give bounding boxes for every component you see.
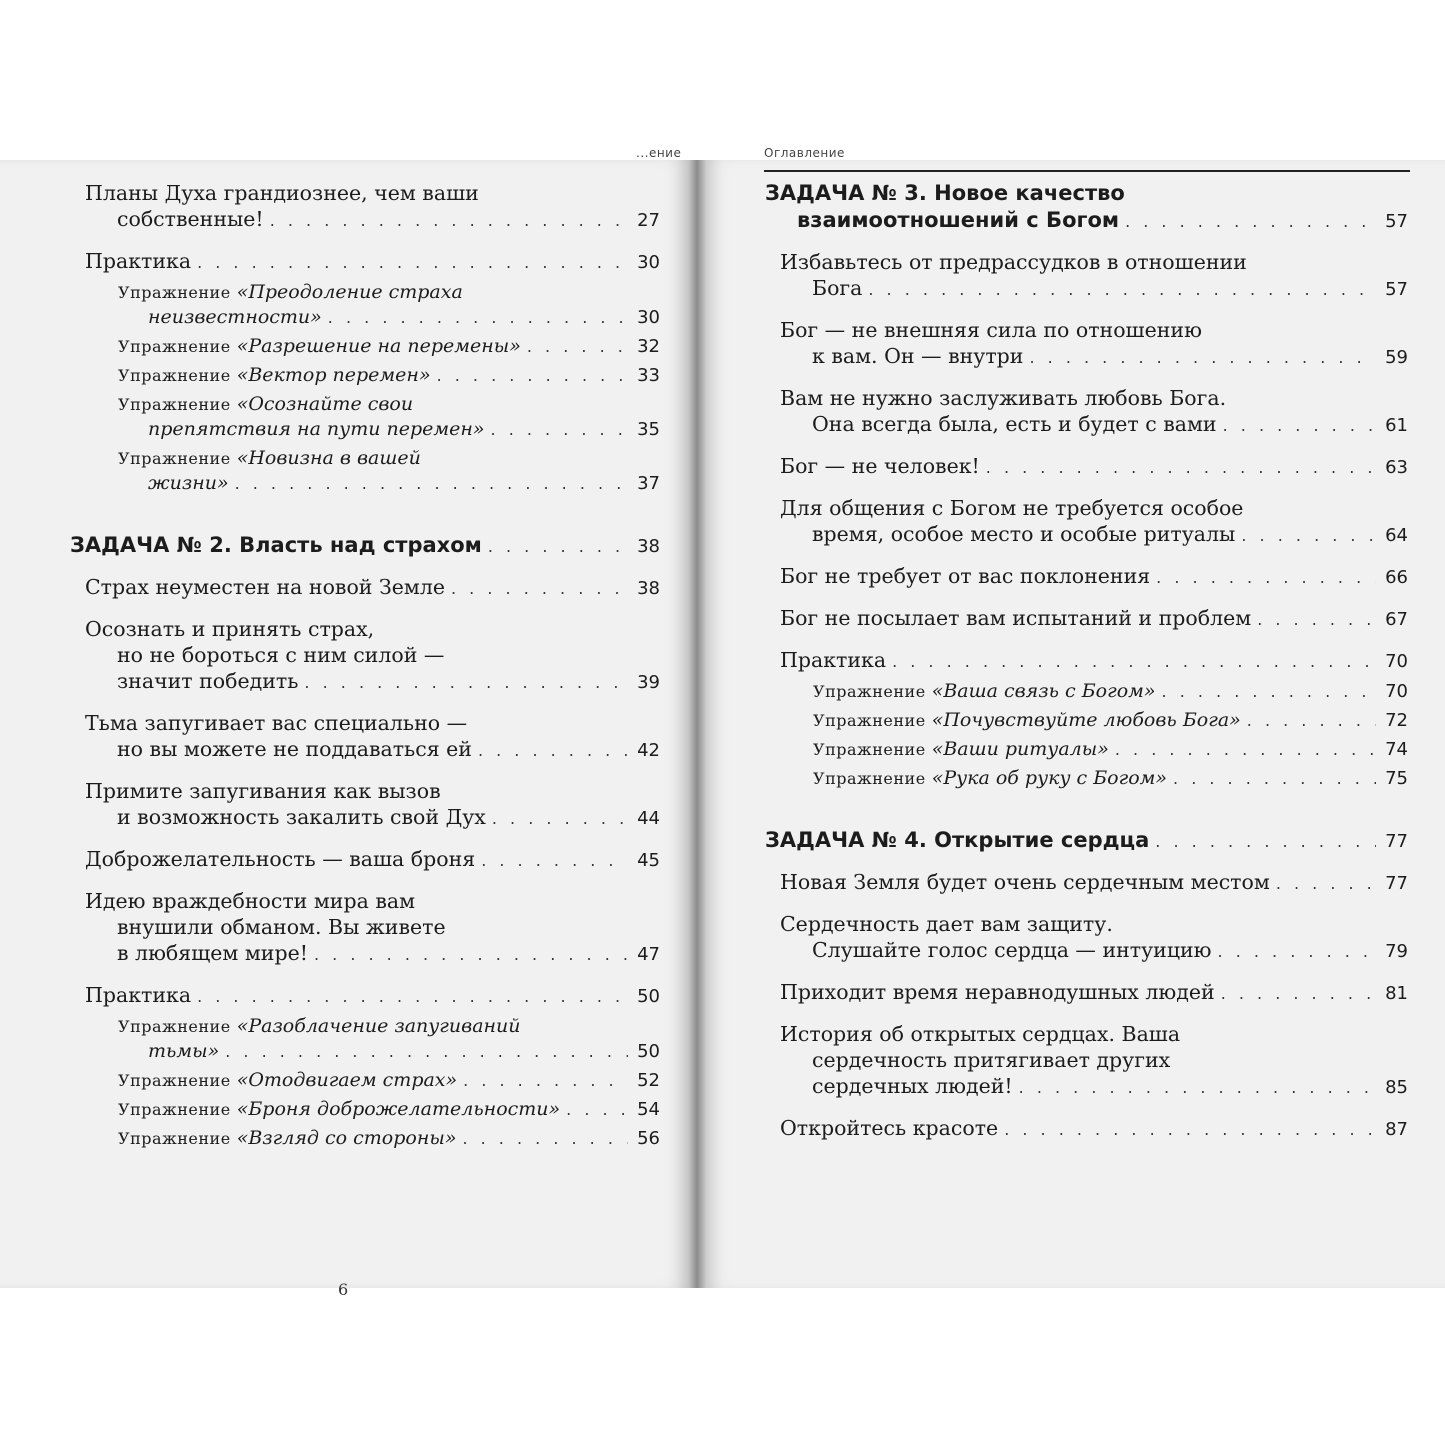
toc-page-number: 85 [1385, 1077, 1408, 1098]
right-running-header: Оглавление [764, 146, 845, 160]
exercise-label: Упражнение [813, 769, 926, 788]
toc-section-entry [70, 616, 660, 696]
dot-leader [1241, 523, 1376, 549]
exercise-label: Упражнение [813, 711, 926, 730]
toc-entry-text: ЗАДАЧА № 3. Новое качество [765, 181, 1125, 205]
dot-leader [1019, 1075, 1376, 1101]
toc-page-number: 38 [637, 536, 660, 557]
toc-section-entry [765, 563, 1408, 591]
dot-leader [1156, 565, 1376, 591]
dot-leader [270, 208, 628, 234]
dot-leader [235, 472, 628, 496]
toc-page-number: 70 [1385, 681, 1408, 702]
toc-page-number: 37 [637, 473, 660, 494]
toc-entry-text: но не бороться с ним силой — [117, 643, 445, 667]
toc-exercise-entry [765, 766, 1408, 791]
exercise-label: Упражнение [118, 395, 231, 414]
toc-page-number: 70 [1385, 651, 1408, 672]
toc-entry-text: Откройтесь красоте [780, 1116, 999, 1140]
toc-page-number: 39 [637, 672, 660, 693]
dot-leader [314, 942, 628, 968]
toc-page-number: 75 [1385, 768, 1408, 789]
left-page-number: 6 [338, 1280, 349, 1299]
toc-entry-text: сердечных людей! [812, 1074, 1013, 1098]
toc-entry-text: Приходит время неравнодушных людей [780, 980, 1215, 1004]
toc-chapter-heading [765, 827, 1408, 855]
toc-entry-text: Бог — не внешняя сила по отношению [780, 318, 1202, 342]
toc-entry-text: «Новизна в вашей [236, 447, 421, 469]
toc-entry-text: препятствия на пути перемен» [148, 418, 485, 440]
toc-entry-text: Бог не посылает вам испытаний и проблем [780, 606, 1252, 630]
toc-entry-text: Практика [85, 983, 192, 1007]
toc-entry-text: Сердечность дает вам защиту. [780, 912, 1113, 936]
dot-leader [463, 1069, 628, 1093]
toc-entry-text: ЗАДАЧА № 2. Власть над страхом [70, 533, 482, 557]
toc-section-entry [70, 888, 660, 968]
toc-page-number: 42 [637, 740, 660, 761]
dot-leader [197, 250, 628, 276]
toc-entry-text: Доброжелательность — ваша броня [85, 847, 476, 871]
toc-page-number: 30 [637, 307, 660, 328]
toc-section-entry [765, 605, 1408, 633]
dot-leader [892, 649, 1376, 675]
toc-exercise-entry [70, 334, 660, 359]
toc-page-number: 66 [1385, 567, 1408, 588]
dot-leader [1257, 607, 1376, 633]
toc-page-number: 38 [637, 578, 660, 599]
dot-leader [1004, 1117, 1376, 1143]
dot-leader [1221, 981, 1376, 1007]
toc-section-entry [70, 180, 660, 234]
toc-page-number: 61 [1385, 415, 1408, 436]
toc-page-number: 33 [637, 365, 660, 386]
toc-section-entry [765, 495, 1408, 549]
toc-section-entry [70, 778, 660, 832]
exercise-label: Упражнение [118, 1129, 231, 1148]
dot-leader [1155, 828, 1376, 855]
toc-entry-text: История об открытых сердцах. Ваша [780, 1022, 1181, 1046]
toc-exercise-entry [70, 1097, 660, 1122]
toc-entry-text: значит победить [117, 669, 299, 693]
exercise-label: Упражнение [118, 1071, 231, 1090]
dot-leader [225, 1040, 628, 1064]
toc-section-entry [765, 317, 1408, 371]
toc-left-column [70, 180, 660, 1151]
toc-entry-text: Тьма запугивает вас специально — [85, 711, 468, 735]
toc-entry-text: «Рука об руку с Богом» [931, 767, 1168, 789]
dot-leader [328, 306, 628, 330]
dot-leader [1276, 871, 1376, 897]
toc-chapter-heading [70, 532, 660, 560]
dot-leader [451, 576, 628, 602]
toc-page-number: 57 [1385, 211, 1408, 232]
toc-section-entry [765, 647, 1408, 675]
toc-entry-text: «Преодоление страха [236, 281, 463, 303]
toc-entry-text: в любящем мире! [117, 941, 308, 965]
toc-entry-text: Страх неуместен на новой Земле [85, 575, 445, 599]
toc-page-number: 54 [637, 1099, 660, 1120]
toc-entry-text: Практика [85, 249, 192, 273]
dot-leader [478, 738, 628, 764]
dot-leader [1223, 413, 1376, 439]
toc-entry-text: «Взгляд со стороны» [236, 1127, 457, 1149]
toc-page-number: 72 [1385, 710, 1408, 731]
toc-page-number: 50 [637, 986, 660, 1007]
toc-entry-text: Бог не требует от вас поклонения [780, 564, 1151, 588]
dot-leader [527, 335, 628, 359]
toc-page-number: 63 [1385, 457, 1408, 478]
toc-page-number: 50 [637, 1041, 660, 1062]
toc-page-number: 81 [1385, 983, 1408, 1004]
left-running-header: ...ение [636, 146, 682, 160]
toc-entry-text: Слушайте голос сердца — интуицию [812, 938, 1212, 962]
exercise-label: Упражнение [118, 337, 231, 356]
toc-section-entry [765, 979, 1408, 1007]
dot-leader [1247, 709, 1376, 733]
toc-entry-text: Бога [812, 276, 863, 300]
toc-section-entry [765, 385, 1408, 439]
toc-entry-text: «Броня доброжелательности» [236, 1098, 561, 1120]
toc-page-number: 45 [637, 850, 660, 871]
toc-section-entry [765, 453, 1408, 481]
toc-page-number: 52 [637, 1070, 660, 1091]
toc-entry-text: «Вектор перемен» [236, 364, 431, 386]
dot-leader [1125, 208, 1376, 235]
exercise-label: Упражнение [813, 740, 926, 759]
toc-entry-text: «Ваша связь с Богом» [931, 680, 1156, 702]
dot-leader [488, 533, 628, 560]
toc-page-number: 79 [1385, 941, 1408, 962]
toc-section-entry [70, 846, 660, 874]
exercise-label: Упражнение [813, 682, 926, 701]
toc-entry-text: Избавьтесь от предрассудков в отношении [780, 250, 1247, 274]
toc-exercise-entry [70, 1014, 660, 1064]
toc-section-entry [765, 249, 1408, 303]
toc-page-number: 56 [637, 1128, 660, 1149]
toc-right-column [765, 180, 1408, 1143]
dot-leader [868, 277, 1376, 303]
exercise-label: Упражнение [118, 283, 231, 302]
toc-entry-text: Практика [780, 648, 887, 672]
toc-exercise-entry [70, 446, 660, 496]
toc-entry-text: Планы Духа грандиознее, чем ваши [85, 181, 479, 205]
toc-section-entry [765, 911, 1408, 965]
toc-page-number: 77 [1385, 873, 1408, 894]
toc-page-number: 47 [637, 944, 660, 965]
toc-entry-text: «Ваши ритуалы» [931, 738, 1109, 760]
toc-page-number: 67 [1385, 609, 1408, 630]
toc-entry-text: «Разоблачение запугиваний [236, 1015, 521, 1037]
toc-page-number: 35 [637, 419, 660, 440]
dot-leader [1029, 345, 1376, 371]
dot-leader [1173, 767, 1376, 791]
toc-entry-text: и возможность закалить свой Дух [117, 805, 486, 829]
toc-entry-text: Идею враждебности мира вам [85, 889, 416, 913]
toc-section-entry [765, 1021, 1408, 1101]
dot-leader [437, 364, 628, 388]
toc-exercise-entry [765, 708, 1408, 733]
toc-entry-text: «Разрешение на перемены» [236, 335, 521, 357]
toc-page-number: 30 [637, 252, 660, 273]
toc-entry-text: время, особое место и особые ритуалы [812, 522, 1236, 546]
toc-entry-text: Для общения с Богом не требуется особое [780, 496, 1244, 520]
toc-entry-text: Осознать и принять страх, [85, 617, 375, 641]
toc-entry-text: Примите запугивания как вызов [85, 779, 441, 803]
toc-exercise-entry [70, 280, 660, 330]
toc-section-entry [70, 982, 660, 1010]
toc-entry-text: Вам не нужно заслуживать любовь Бога. [780, 386, 1227, 410]
exercise-label: Упражнение [118, 1017, 231, 1036]
toc-page-number: 74 [1385, 739, 1408, 760]
toc-exercise-entry [70, 363, 660, 388]
toc-exercise-entry [70, 1068, 660, 1093]
dot-leader [986, 455, 1376, 481]
dot-leader [304, 670, 628, 696]
toc-entry-text: «Отодвигаем страх» [236, 1069, 458, 1091]
toc-page-number: 44 [637, 808, 660, 829]
toc-section-entry [70, 710, 660, 764]
toc-entry-text: ЗАДАЧА № 4. Открытие сердца [765, 828, 1150, 852]
toc-entry-text: жизни» [148, 472, 229, 494]
toc-exercise-entry [765, 679, 1408, 704]
toc-section-entry [765, 1115, 1408, 1143]
toc-page-number: 57 [1385, 279, 1408, 300]
exercise-label: Упражнение [118, 366, 231, 385]
toc-page-number: 64 [1385, 525, 1408, 546]
dot-leader [481, 848, 628, 874]
toc-entry-text: Новая Земля будет очень сердечным местом [780, 870, 1270, 894]
toc-entry-text: взаимоотношений с Богом [797, 208, 1120, 232]
dot-leader [491, 418, 628, 442]
toc-exercise-entry [765, 737, 1408, 762]
toc-section-entry [70, 574, 660, 602]
book-gutter [688, 160, 706, 1288]
toc-entry-text: Она всегда была, есть и будет с вами [812, 412, 1217, 436]
dot-leader [462, 1127, 628, 1151]
dot-leader [1218, 939, 1376, 965]
toc-entry-text: но вы можете не поддаваться ей [117, 737, 472, 761]
toc-entry-text: неизвестности» [148, 306, 322, 328]
toc-entry-text: «Почувствуйте любовь Бога» [931, 709, 1241, 731]
toc-entry-text: «Осознайте свои [236, 393, 414, 415]
toc-exercise-entry [70, 1126, 660, 1151]
toc-section-entry [70, 248, 660, 276]
dot-leader [1115, 738, 1376, 762]
toc-chapter-heading [765, 180, 1408, 235]
toc-page-number: 87 [1385, 1119, 1408, 1140]
toc-entry-text: собственные! [117, 207, 264, 231]
toc-entry-text: тьмы» [148, 1040, 220, 1062]
toc-entry-text: Бог — не человек! [780, 454, 980, 478]
toc-page-number: 32 [637, 336, 660, 357]
dot-leader [492, 806, 628, 832]
toc-entry-text: сердечность притягивает других [812, 1048, 1171, 1072]
header-rule [764, 170, 1410, 172]
toc-exercise-entry [70, 392, 660, 442]
toc-entry-text: внушили обманом. Вы живете [117, 915, 446, 939]
toc-page-number: 59 [1385, 347, 1408, 368]
dot-leader [566, 1098, 628, 1122]
exercise-label: Упражнение [118, 449, 231, 468]
exercise-label: Упражнение [118, 1100, 231, 1119]
toc-page-number: 77 [1385, 831, 1408, 852]
toc-section-entry [765, 869, 1408, 897]
toc-entry-text: к вам. Он — внутри [812, 344, 1024, 368]
toc-page-number: 27 [637, 210, 660, 231]
dot-leader [1162, 680, 1376, 704]
dot-leader [197, 984, 628, 1010]
